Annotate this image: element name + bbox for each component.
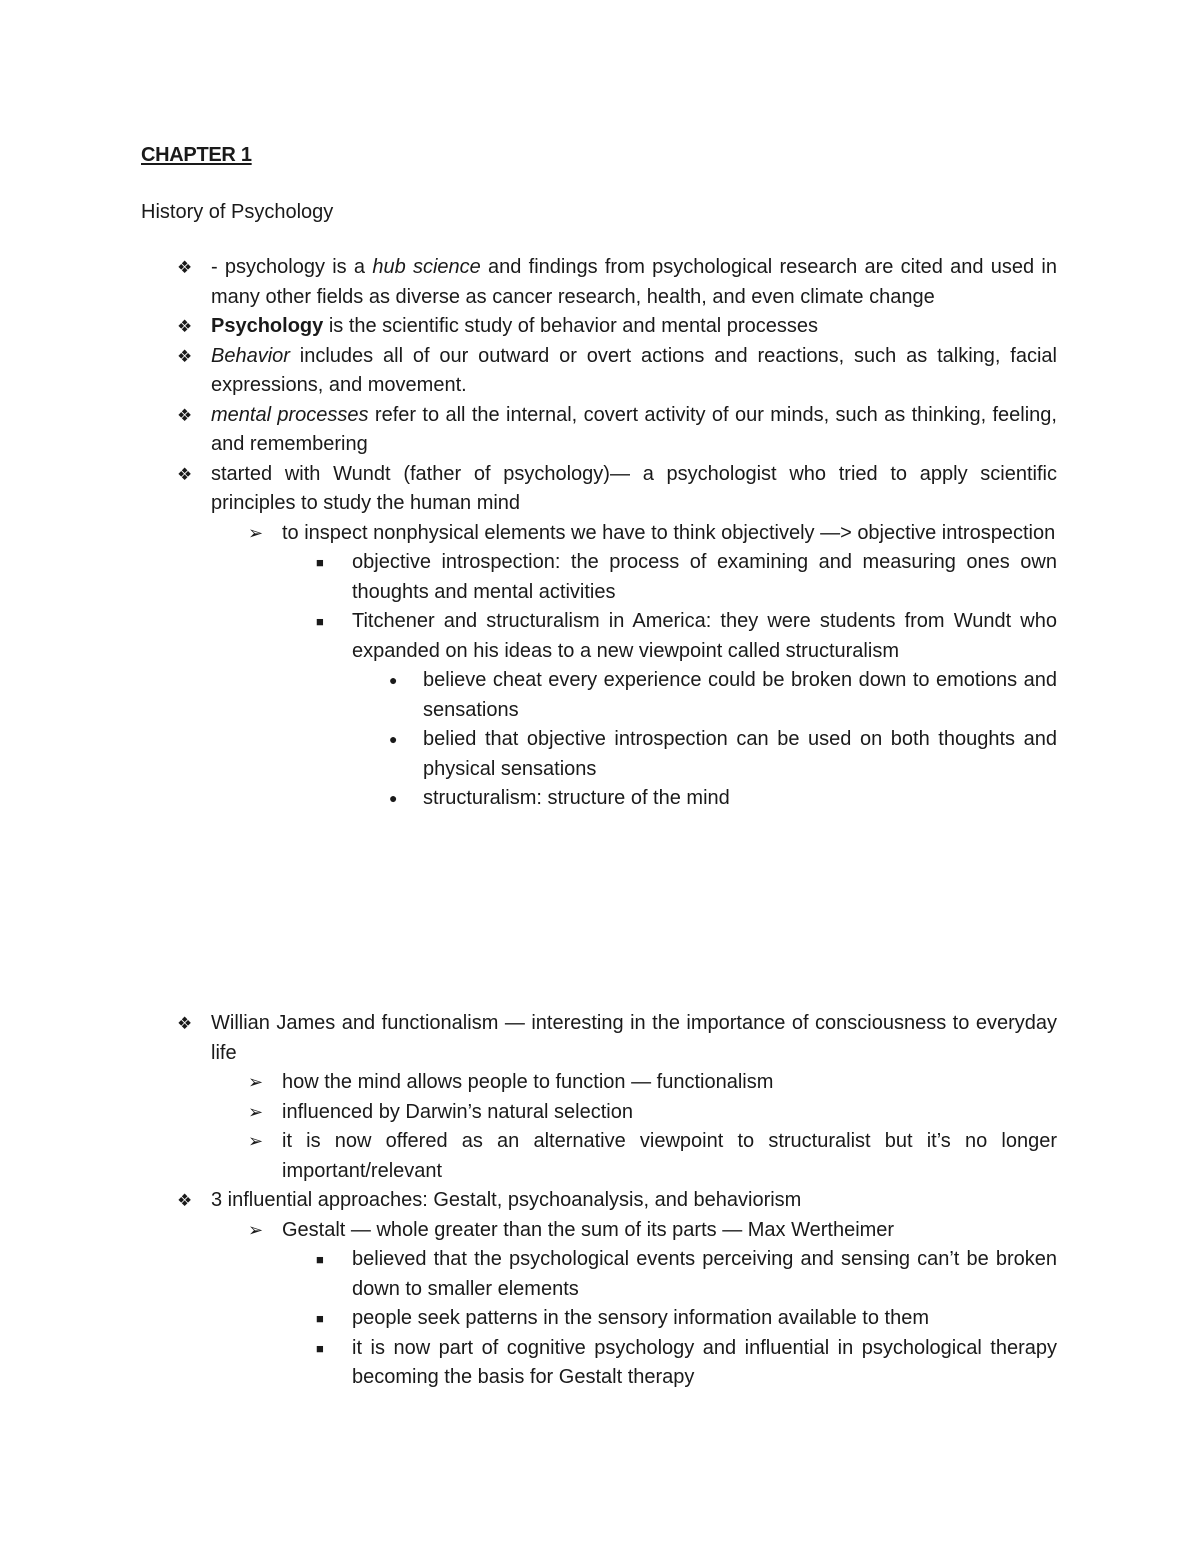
diamond-bullet-icon: ❖ [177, 346, 193, 366]
list-item-text: hub science [372, 256, 481, 278]
list-item-text: started with Wundt (father of psychology)— a psychologist who tried to apply scientific principles to study the human mind [211, 462, 1057, 514]
list-item [316, 1334, 1057, 1393]
diamond-bullet-icon: ❖ [177, 464, 193, 484]
list-item-text: how the mind allows people to function — functionalism [282, 1071, 774, 1093]
arrow-bullet-icon: ➢ [248, 1101, 264, 1122]
square-bullet-icon: ■ [316, 1340, 324, 1356]
list-item [389, 784, 1057, 814]
list-item-text: belied that objective introspection can be used on both thoughts and physical sensations [423, 728, 1057, 780]
list-item-text: to inspect nonphysical elements we have to think objectively —> objective introspection [282, 521, 1056, 544]
list-item-text: and findings from psychological research are cited and used in many other fields as diverse as cancer research, health, and even climate change [211, 256, 1058, 308]
list-item-text: Titchener and structuralism in America: they were students from Wundt who expanded on his ideas to a new viewpoint called structuralism [352, 610, 1057, 662]
list-item-text: structuralism: structure of the mind [423, 787, 730, 809]
arrow-bullet-icon: ➢ [248, 522, 264, 543]
list-item-text: believed that the psychological events perceiving and sensing can’t be broken down to smaller elements [352, 1248, 1057, 1300]
section-title: History of Psychology [141, 201, 334, 223]
diamond-bullet-icon: ❖ [177, 258, 193, 277]
list-item [177, 460, 1057, 519]
list-item [177, 253, 1058, 312]
list-item-text: is the scientific study of behavior and mental processes [323, 315, 818, 337]
list-item-text: includes all of our outward or overt actions and reactions, such as talking, facial expressions, and movement. [211, 344, 1057, 396]
arrow-bullet-icon: ➢ [248, 1072, 264, 1092]
notes-list-bottom [0, 1009, 1200, 1393]
list-item [177, 342, 1057, 401]
list-item-text: Behavior [211, 344, 290, 367]
diamond-bullet-icon: ❖ [177, 1191, 193, 1210]
list-item-text: - psychology is a [211, 256, 373, 278]
diamond-bullet-icon: ❖ [177, 405, 193, 425]
list-item [248, 1098, 1057, 1128]
list-item-text: people seek patterns in the sensory information available to them [352, 1307, 930, 1329]
arrow-bullet-icon: ➢ [248, 1131, 264, 1151]
list-item [248, 1216, 1057, 1246]
list-item-text: it is now offered as an alternative viewpoint to structuralist but it’s no longer important/relevant [282, 1130, 1057, 1182]
list-item-text: Psychology [211, 315, 324, 337]
list-item [316, 548, 1057, 607]
list-item [248, 1068, 1057, 1098]
list-item-text: Willian James and functionalism — interesting in the importance of consciousness to everyday life [211, 1012, 1057, 1064]
list-item-text: Gestalt — whole greater than the sum of its parts — Max Wertheimer [282, 1218, 895, 1241]
dot-bullet-icon: ● [389, 672, 398, 688]
arrow-bullet-icon: ➢ [248, 1219, 264, 1240]
list-item [177, 1186, 1057, 1216]
diamond-bullet-icon: ❖ [177, 1014, 193, 1033]
notes-list-top [0, 253, 1200, 814]
list-item-text: mental processes [211, 403, 369, 426]
list-item [316, 1304, 1057, 1334]
square-bullet-icon: ■ [316, 555, 324, 570]
dot-bullet-icon: ● [389, 731, 398, 747]
list-item [248, 519, 1057, 549]
square-bullet-icon: ■ [316, 1311, 324, 1326]
list-item-text: influenced by Darwin’s natural selection [282, 1100, 633, 1123]
list-item [177, 1009, 1057, 1068]
list-item [316, 607, 1057, 666]
chapter-heading: CHAPTER 1 [141, 144, 252, 166]
list-item-text: it is now part of cognitive psychology and influential in psychological therapy becoming the basis for Gestalt therapy [352, 1336, 1057, 1388]
list-item-text: refer to all the internal, covert activity of our minds, such as thinking, feeling, and remembering [211, 403, 1057, 455]
square-bullet-icon: ■ [316, 1252, 324, 1267]
list-item-text: believe cheat every experience could be broken down to emotions and sensations [423, 669, 1057, 721]
diamond-bullet-icon: ❖ [177, 317, 193, 336]
list-item [316, 1245, 1057, 1304]
list-item [177, 401, 1057, 460]
list-item-text: 3 influential approaches: Gestalt, psychoanalysis, and behaviorism [211, 1189, 802, 1211]
list-item [177, 312, 1057, 342]
square-bullet-icon: ■ [316, 614, 324, 629]
dot-bullet-icon: ● [389, 790, 398, 806]
list-item-text: objective introspection: the process of examining and measuring ones own thoughts and mental activities [352, 551, 1057, 603]
list-item [389, 666, 1057, 725]
list-item [248, 1127, 1057, 1186]
list-item [389, 725, 1057, 784]
